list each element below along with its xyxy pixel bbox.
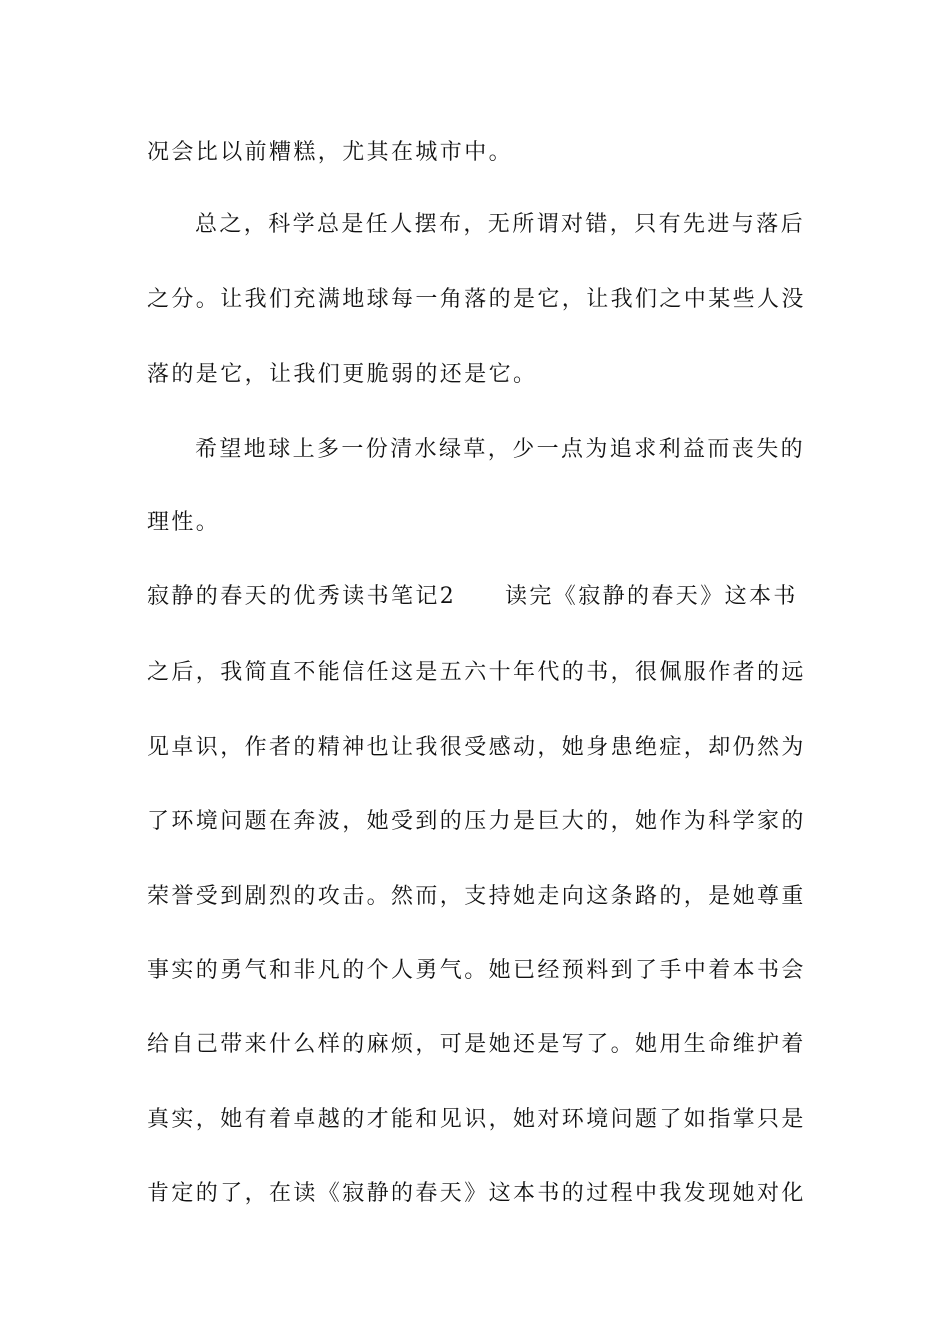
text-line: 荣誉受到剧烈的攻击。然而，支持她走向这条路的，是她尊重 — [147, 884, 806, 909]
text-line: 理性。 — [147, 510, 221, 535]
text-line: 落的是它，让我们更脆弱的还是它。 — [147, 362, 538, 387]
text-line: 肯定的了，在读《寂静的春天》这本书的过程中我发现她对化 — [147, 1181, 806, 1206]
text-line: 见卓识，作者的精神也让我很受感动，她身患绝症，却仍然为 — [147, 735, 806, 760]
text-line: 给自己带来什么样的麻烦，可是她还是写了。她用生命维护着 — [147, 1032, 806, 1057]
text-line: 真实，她有着卓越的才能和见识，她对环境问题了如指掌只是 — [147, 1107, 806, 1132]
text-line: 之后，我简直不能信任这是五六十年代的书，很佩服作者的远 — [147, 660, 806, 685]
text-line: 了环境问题在奔波，她受到的压力是巨大的，她作为科学家的 — [147, 809, 806, 834]
text-line: 事实的勇气和非凡的个人勇气。她已经预料到了手中着本书会 — [147, 958, 806, 983]
paragraph-start: 希望地球上多一份清水绿草，少一点为追求利益而丧失的 — [195, 437, 806, 462]
text-line: 之分。让我们充满地球每一角落的是它，让我们之中某些人没 — [147, 287, 806, 312]
text-line: 况会比以前糟糕，尤其在城市中。 — [147, 140, 514, 165]
section-title-line: 寂静的春天的优秀读书笔记2 读完《寂静的春天》这本书 — [147, 584, 798, 609]
paragraph-start: 总之，科学总是任人摆布，无所谓对错，只有先进与落后 — [195, 212, 806, 237]
